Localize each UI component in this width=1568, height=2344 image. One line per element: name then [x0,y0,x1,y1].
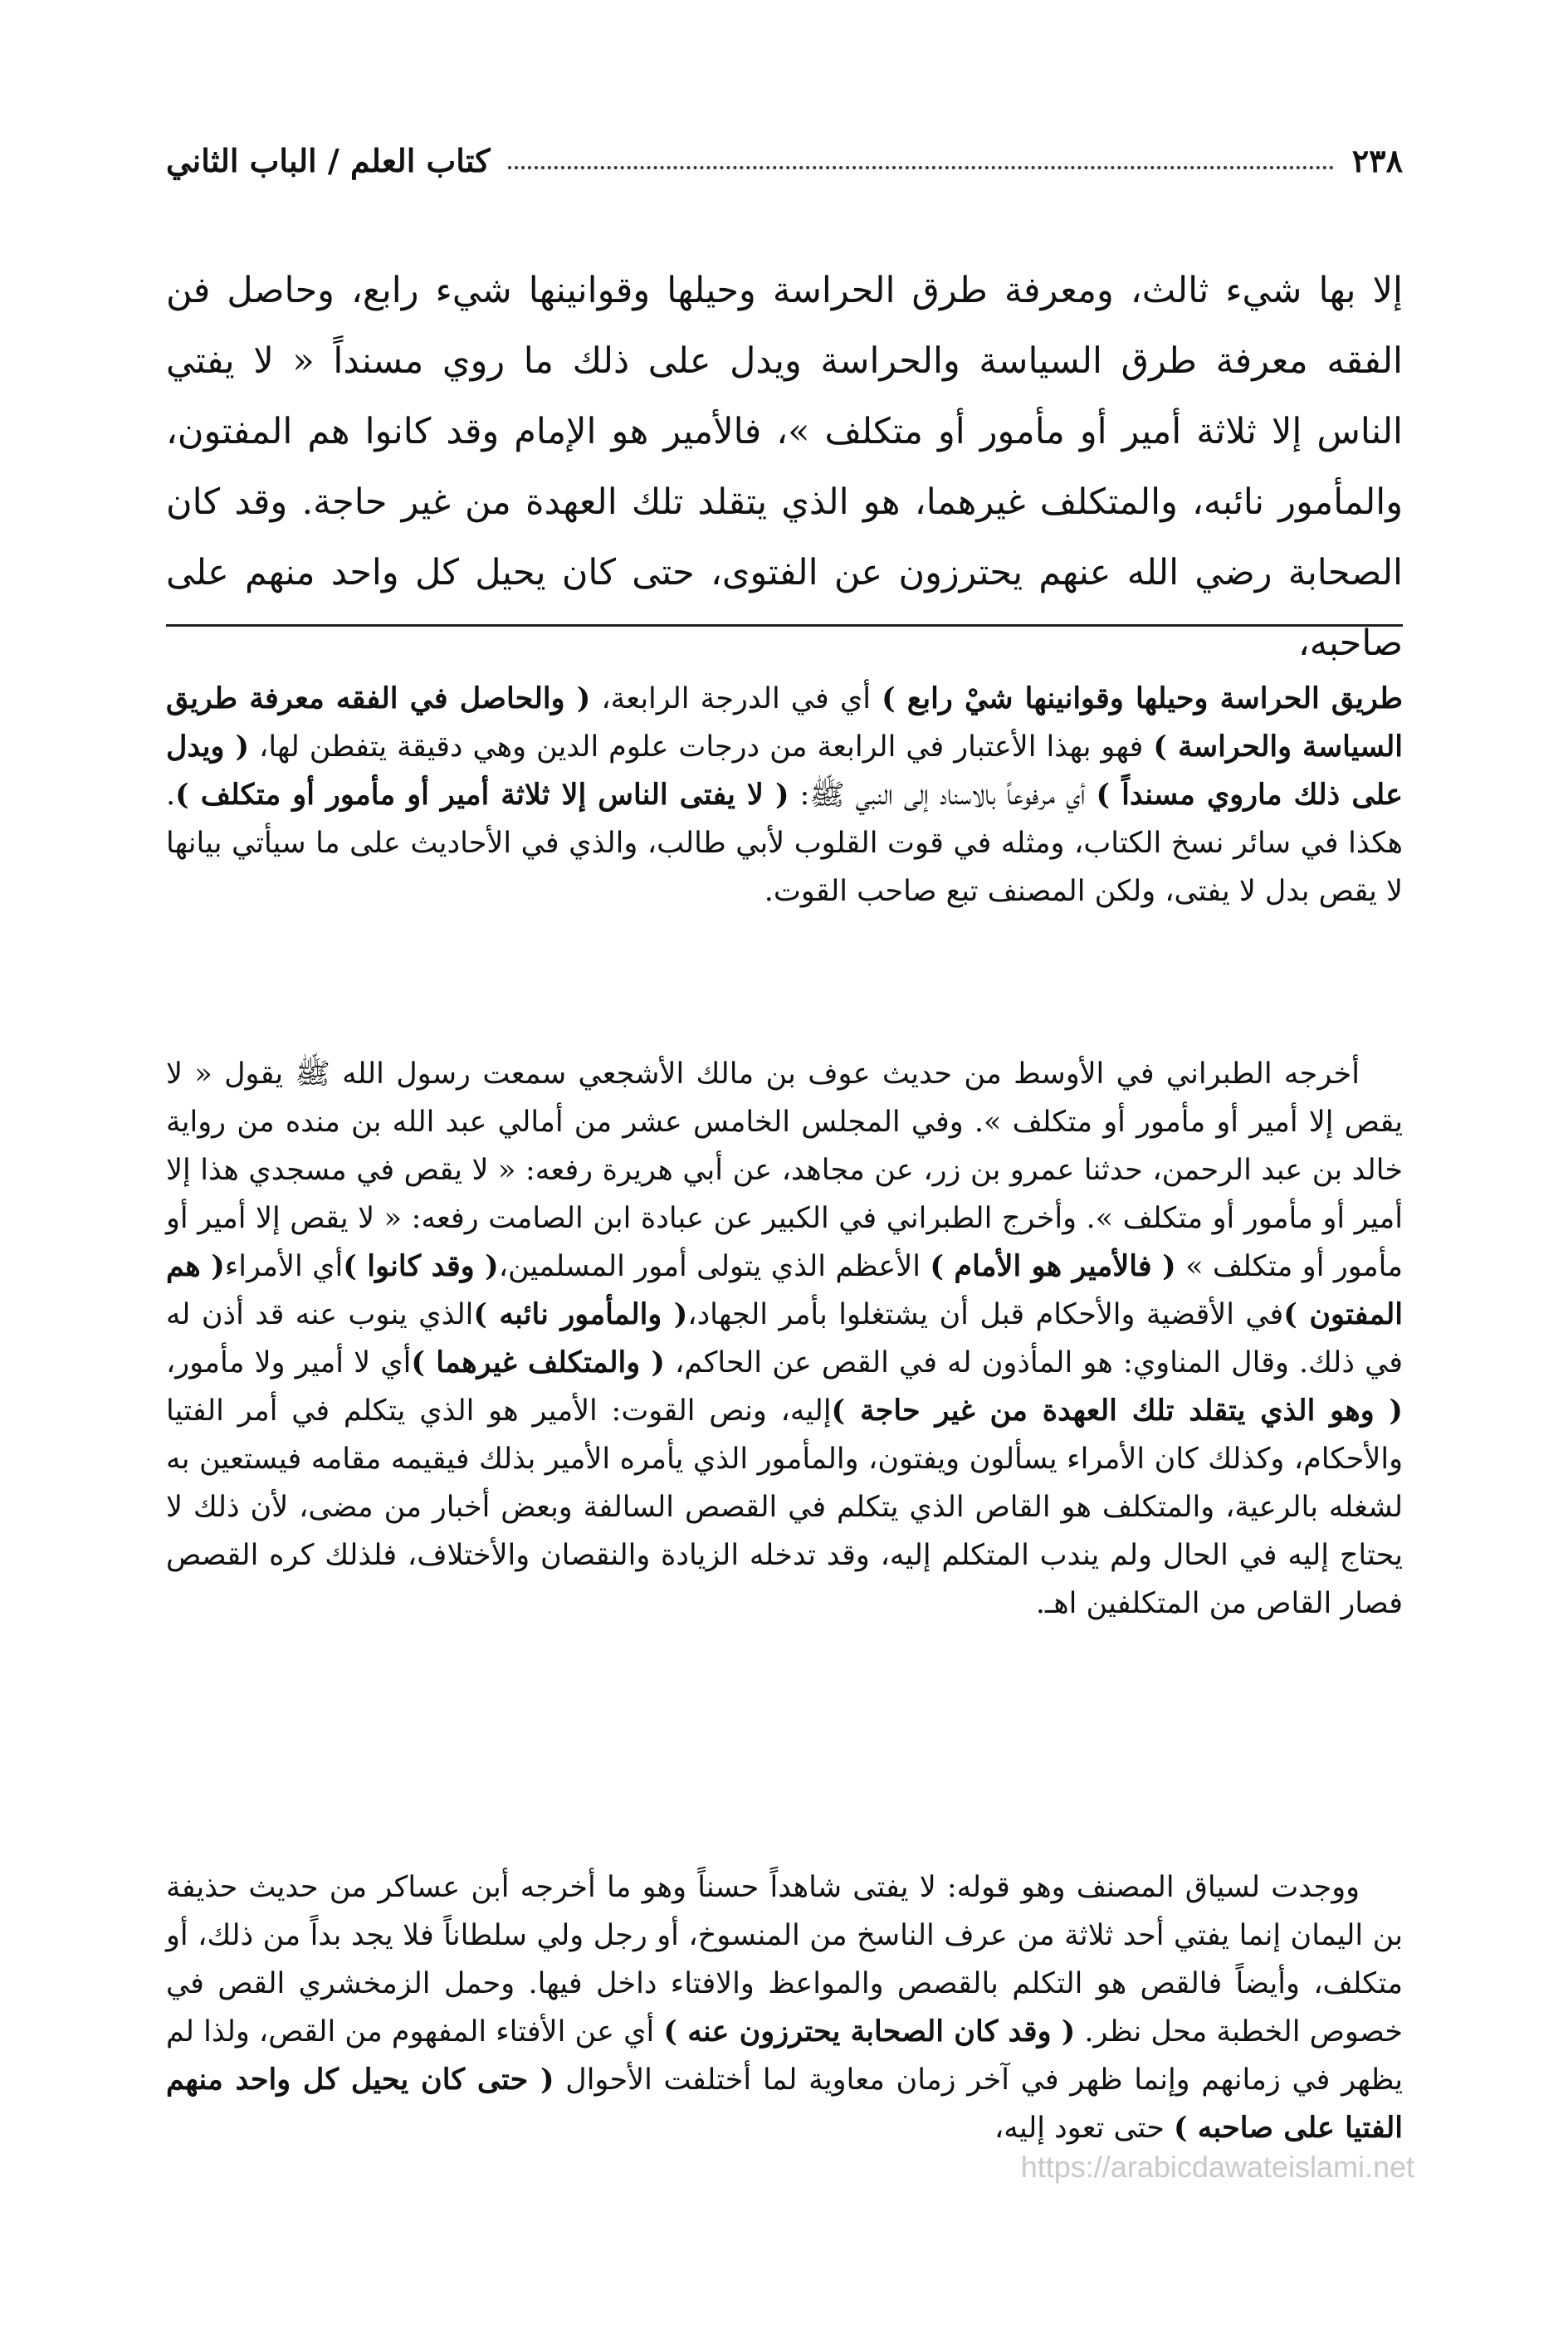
bold-quote-run: ( فالأمير هو الأمام ) [930,1249,1176,1283]
bold-quote-run: ( حتى كان يحيل كل واحد منهم الفتيا على صاحبه ) [166,2063,1403,2145]
text-run: أي في الدرجة الرابعة، [590,682,882,715]
bold-quote-run: ( والحاصل في الفقه معرفة طريق السياسة والحراسة ) [166,681,1403,764]
commentary-paragraph-2 [166,1050,1403,1628]
source-watermark: https://arabicdawateislami.net [1020,2150,1414,2184]
header-dotted-leader [508,151,1333,169]
text-run: أي مرفوعاً بالاسناد إلى النبي ﷺ: [789,779,1097,812]
bold-quote-run: ( والمتكلف غيرهما ) [411,1345,665,1380]
bold-quote-run: ( ويدل على ذلك ماروي مسنداً ) [166,730,1403,812]
bold-quote-run: ( والمأمور نائبه ) [473,1297,688,1331]
text-run: إليه، ونص القوت: الأمير هو الذي يتكلم في أمر الفتيا والأحكام، وكذلك كان الأمراء يسألون ويفتون، والمأمور الذي يأمره الأمير بذلك فيقيمه مقامه فيستعين به لشغله بالرعية، والمتكلف هو القاص الذي يتكلم في القصص السالفة وبعض أخبار من مضى، لأن ذلك لا يحتاج إليه في الحال ولم يندب المتكلم إليه، وقد تدخله الزيادة والنقصان والأختلاف، فلذلك كره القصص فصار القاص من المتكلفين اهـ. [166,1394,1403,1620]
text-run: الذي ينوب عنه قد أذن له في ذلك. وقال المناوي: هو المأذون له في القص عن الحاكم، [166,1298,1403,1380]
header-title: كتاب العلم / الباب الثاني [166,141,491,179]
commentary-paragraph-3 [166,1863,1403,2152]
bold-quote-run: ( وهو الذي يتقلد تلك العهدة من غير حاجة ) [831,1394,1403,1428]
bold-quote-run: ( هم المفتون ) [166,1249,1403,1331]
text-run: الأعظم الذي يتولى أمور المسلمين، [498,1250,931,1283]
text-run: في الأقضية والأحكام قبل أن يشتغلوا بأمر الجهاد، [687,1298,1284,1331]
text-run: حتى تعود إليه، [994,2112,1175,2145]
bold-quote-run: ( لا يفتى الناس إلا ثلاثة أمير أو مأمور أو متكلف ) [175,778,789,812]
text-run: ووجدت لسياق المصنف وهو قوله: لا يفتى شاهداً حسناً وهو ما أخرجه أبن عساكر من حديث حذيفة بن اليمان إنما يفتي أحد ثلاثة من عرف الناسخ من المنسوخ، أو رجل ولي سلطاناً فلا يجد بداً من ذلك، أو متكلف، وأيضاً فالقص هو التكلم بالقصص والمواعظ والافتاء داخل فيها. وحمل الزمخشري القص في خصوص الخطبة محل نظر. [166,1871,1403,2049]
bold-quote-run: ( وقد كانوا ) [343,1249,499,1283]
text-run: فهو بهذا الأعتبار في الرابعة من درجات علوم الدين وهي دقيقة يتفطن لها، [249,730,1154,764]
bold-quote-run: ( وقد كان الصحابة يحترزون عنه ) [663,2014,1076,2049]
text-run: أي عن الأفتاء المفهوم من القص، ولذا لم يظهر في زمانهم وإنما ظهر في آخر زمان معاوية لما أختلفت الأحوال [166,2015,1403,2097]
footnote-separator [166,624,1403,627]
text-run: أي لا أمير ولا مأمور، [166,1346,412,1380]
page-header [166,131,1403,189]
text-run: أي الأمراء [224,1250,344,1283]
bold-quote-run: طريق الحراسة وحيلها وقوانينها شيْ رابع ) [882,681,1403,715]
page-number: ٢٣٨ [1351,141,1403,179]
text-run: أخرجه الطبراني في الأوسط من حديث عوف بن مالك الأشجعي سمعت رسول الله ﷺ يقول « لا يقص إلا أمير أو مأمور أو متكلف ». وفي المجلس الخامس عشر من أمالي عبد الله بن منده من رواية خالد بن عبد الرحمن، حدثنا عمرو بن زر، عن مجاهد، عن أبي هريرة رفعه: « لا يقص في مسجدي هذا إلا أمير أو مأمور أو متكلف ». وأخرج الطبراني في الكبير عن عبادة ابن الصامت رفعه: « لا يقص إلا أمير أو مأمور أو متكلف » [166,1057,1403,1283]
text-run: . هكذا في سائر نسخ الكتاب، ومثله في قوت القلوب لأبي طالب، والذي في الأحاديث على ما سيأتي بيانها لا يقص بدل لا يفتى، ولكن المصنف تبع صاحب القوت. [166,779,1403,908]
main-text: إلا بها شيء ثالث، ومعرفة طرق الحراسة وحيلها وقوانينها شيء رابع، وحاصل فن الفقه معرفة طرق السياسة والحراسة ويدل على ذلك ما روي مسنداً « لا يفتي الناس إلا ثلاثة أمير أو مأمور أو متكلف »، فالأمير هو الإمام وقد كانوا هم المفتون، والمأمور نائبه، والمتكلف غيرهما، هو الذي يتقلد تلك العهدة من غير حاجة. وقد كان الصحابة رضي الله عنهم يحترزون عن الفتوى، حتى كان يحيل كل واحد منهم على صاحبه، [166,270,1403,664]
commentary-paragraph-1 [166,675,1403,916]
